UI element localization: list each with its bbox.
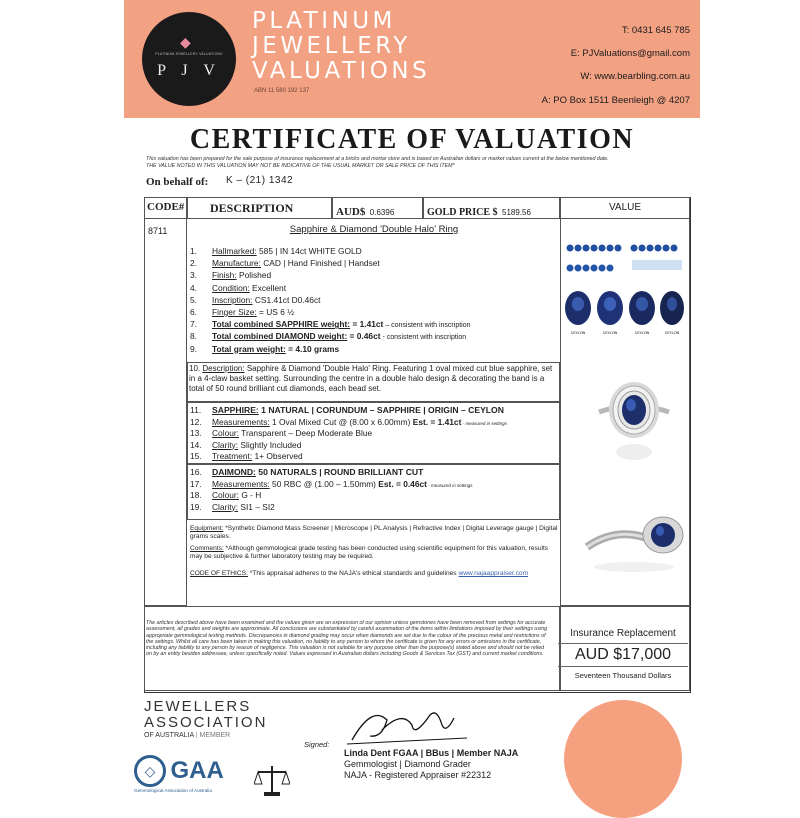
description-label: Description: [202, 364, 245, 373]
diamond-line-estimate: Est. = 0.46ct [375, 479, 427, 489]
comments-label: Comments: [190, 545, 224, 552]
spec-line-num: 8. [190, 331, 197, 342]
sapphire-line-label: Measurements: [212, 417, 270, 427]
jaa-line-3: OF AUSTRALIA [144, 732, 194, 739]
aud-value: 0.6396 [369, 208, 395, 217]
gold-value: 5189.56 [502, 208, 531, 217]
gemstone-chart-image [564, 240, 688, 350]
spec-line [190, 307, 294, 317]
brand-line-3: VALUATIONS [252, 58, 431, 84]
spec-line-value: 585 | IN 14ct WHITE GOLD [256, 246, 362, 256]
spec-line-value: CS1.41ct D0.46ct [252, 294, 321, 305]
website: W: www.bearbling.com.au [580, 71, 690, 82]
diamond-line-note: - measured in settings [426, 483, 473, 488]
aud-label: AUD$ [336, 206, 366, 218]
description-text: Sapphire & Diamond 'Double Halo' Ring. Featuring 1 oval mixed cut blue sapphire, set in a 4-claw basket setting. Surrounding the centre in a double halo design & decorating the band is a total of 50 round brilliant cut diamonds, each bead set. [189, 364, 553, 393]
insurance-label: Insurance Replacement [570, 628, 676, 639]
gold-price [423, 197, 560, 219]
gem-label-2: CEYLON [602, 331, 618, 335]
spec-line [190, 319, 471, 331]
sapphire-line-num: 12. [190, 417, 202, 427]
naja-link[interactable]: www.najaappraiser.com [458, 570, 529, 577]
sapphire-line-value: 1+ Observed [252, 450, 303, 461]
ethics-note [190, 570, 558, 578]
spec-line-num: 3. [190, 270, 197, 281]
diamond-line-label: Measurements: [212, 479, 270, 489]
brand-line-2: JEWELLERY [252, 33, 411, 59]
sapphire-line-label: Clarity: [212, 439, 239, 450]
jaa-line-4: MEMBER [199, 732, 231, 739]
spec-line-label: Total combined SAPPHIRE weight: [212, 319, 351, 330]
letterhead [124, 0, 700, 118]
spec-line [190, 344, 339, 354]
spec-line-num: 1. [190, 246, 197, 256]
sapphire-line-label: Treatment: [212, 450, 253, 461]
diamond-line-value: 50 RBC @ (1.00 – 1.50mm) [269, 479, 376, 489]
scales-icon [254, 762, 290, 798]
insurance-words: Seventeen Thousand Dollars [574, 671, 672, 680]
spec-line-num: 6. [190, 307, 197, 317]
spec-line-value: = 4.10 grams [285, 343, 340, 354]
spec-line-num: 5. [190, 294, 197, 305]
diamond-text: 50 NATURALS | ROUND BRILLIANT CUT [255, 467, 424, 477]
aud-rate [332, 197, 423, 219]
certificate-page [124, 0, 700, 800]
diamond-line-num: 19. [190, 501, 202, 512]
spec-line-value: Polished [236, 270, 272, 281]
behalf-value: K – (21) 1342 [226, 175, 294, 186]
description-para [189, 364, 557, 394]
diamond-line-label: Clarity: [212, 501, 239, 512]
spec-line-value: = 1.41ct [350, 319, 384, 330]
jaa-line-1: JEWELLERS [144, 698, 252, 715]
item-title: Sapphire & Diamond 'Double Halo' Ring [289, 224, 459, 235]
company-seal [564, 700, 682, 818]
spec-line [190, 246, 362, 256]
spec-line [190, 331, 466, 343]
diamond-line-label: Colour: [212, 490, 239, 501]
ethics-label: CODE OF ETHICS: [190, 570, 248, 577]
spec-line-label: Finish: [212, 270, 237, 281]
diamond-line-value: SI1 – SI2 [238, 501, 275, 512]
sapphire-line-value: Transparent – Deep Moderate Blue [239, 428, 373, 439]
description-num: 10. [189, 364, 201, 373]
gem-logo-icon: ◆ [180, 34, 191, 50]
gem-label-4: CEYLON [664, 331, 680, 335]
gem-label-3: CEYLON [634, 331, 650, 335]
description-header: DESCRIPTION [187, 197, 332, 219]
comments-note [190, 545, 558, 562]
spec-line-label: Hallmarked: [212, 246, 257, 256]
phone: T: 0431 645 785 [621, 25, 690, 36]
signer-block [344, 748, 518, 781]
spec-line-num: 9. [190, 343, 197, 354]
spec-line-label: Total gram weight: [212, 343, 286, 354]
ring-side-view-image [579, 505, 689, 575]
sapphire-line-estimate: Est. = 1.41ct [410, 417, 462, 427]
certificate-title: CERTIFICATE OF VALUATION [189, 124, 635, 155]
disclaimer-line-1: This valuation has been prepared for the sale purpose of insurance replacement at a bricks and mortar store and is based on Australian dollars or market values current at the below mentioned date. [146, 156, 609, 162]
sapphire-line-num: 13. [190, 428, 202, 439]
sapphire-line-num: 15. [190, 450, 202, 461]
signer-naja: NAJA - Registered Appraiser #22312 [344, 770, 492, 780]
abn: ABN 11 580 192 137 [254, 88, 310, 94]
code-column [144, 219, 187, 606]
sapphire-line [190, 417, 507, 429]
sapphire-line [190, 451, 303, 461]
disclaimer [146, 156, 686, 169]
diamond-line [190, 479, 472, 491]
insurance-value [558, 628, 688, 690]
sapphire-num: 11. [190, 405, 202, 415]
diamond-line-num: 17. [190, 479, 202, 489]
sapphire-label: SAPPHIRE: [212, 405, 259, 415]
comments-text: *Although gemmological grade testing has been conducted using scientific equipment for this valuation, results may be subjective & further laboratory testing may be required. [190, 545, 549, 561]
signature-image [342, 700, 472, 750]
sapphire-line-value: Slightly Included [238, 439, 302, 450]
spec-line-num: 2. [190, 258, 197, 269]
ring-top-view-image [594, 370, 674, 465]
sapphire-line-num: 14. [190, 439, 202, 450]
spec-line-label: Condition: [212, 282, 250, 293]
disclaimer-line-2: THE VALUE NOTED IN THIS VALUATION MAY NOT BE INDICATIVE OF THE USUAL MARKET OR SALE PRICE OF THIS ITEM* [146, 162, 455, 169]
equipment-label: Equipment: [190, 525, 224, 532]
email: E: PJValuations@gmail.com [570, 48, 690, 59]
spec-line-num: 7. [190, 319, 197, 330]
jaa-line-2: ASSOCIATION [144, 714, 268, 731]
spec-line [190, 295, 320, 305]
spec-line-note: – consistent with inscription [383, 322, 471, 330]
insurance-amount: AUD $17,000 [558, 643, 688, 667]
spec-line-value: CAD | Hand Finished | Handset [260, 258, 380, 269]
sapphire-text: 1 NATURAL | CORUNDUM – SAPPHIRE | ORIGIN – CEYLON [258, 405, 504, 415]
diamond-icon: ◇ [134, 755, 166, 787]
spec-line-label: Total combined DIAMOND weight: [212, 331, 348, 342]
equipment-note [190, 525, 558, 542]
diamond-line [190, 490, 261, 500]
sapphire-line [190, 440, 301, 450]
ethics-text: *This appraisal adheres to the NAJA's ethical standards and guidelines [247, 570, 459, 577]
item-code: 8711 [148, 226, 168, 236]
gaa-logo [134, 755, 224, 793]
gold-label: GOLD PRICE $ [427, 207, 498, 218]
spec-line [190, 270, 271, 280]
gaa-subtitle: Gemmological Association of Australia [134, 788, 212, 793]
sapphire-line [190, 428, 372, 438]
diamond-header [190, 467, 423, 477]
signed-label: Signed: [304, 740, 330, 749]
signer-title: Gemmologist | Diamond Grader [344, 759, 471, 769]
spec-line-label: Finger Size: [212, 307, 257, 317]
spec-line-num: 4. [190, 282, 197, 293]
logo-initials: P J V [157, 62, 221, 79]
signer-name: Linda Dent FGAA | BBus | Member NAJA [344, 748, 519, 758]
value-header: VALUE [560, 197, 690, 219]
pjv-logo [142, 12, 236, 106]
equipment-text: *Synthetic Diamond Mass Screener | Microscope | PL Analysis | Refractive Index | Digital Leverage gauge | Digital grams scales. [190, 525, 558, 541]
diamond-line [190, 502, 275, 512]
spec-line-label: Manufacture: [212, 258, 261, 269]
gem-chart-top [567, 245, 683, 272]
code-header: CODE# [144, 197, 187, 219]
spec-line-value: = US 6 ½ [256, 307, 295, 317]
jaa-logo: JEWELLERS ASSOCIATION OF AUSTRALIA | MEMBER [144, 698, 268, 739]
brand-line-1: PLATINUM [252, 8, 396, 34]
footnote: The articles described above have been examined and the values given are an expression of our opinion unless gemstones have been removed from settings for accurate assessment, all grades and weights are approximate. All conclusions are substantiated by careful examination of the items within limitations imposed by their settings using appropriate gemmological testing methods. Discrepancies in diamond grading may occur when diamonds are set due to the colour of the precious metal and restrictions of the settings. Whilst all care has been taken in making this valuation, no liability to any person to whom the certificate is given for any errors or omissions in the certificate, including any liability to any person by reason of negligence. This valuation is not suitable for any purpose other than the purpose(s) stated above and should not be relied on by an entity besides addressee, unless specifically noted. Values expressed in Australian dollars including Goods & Services Tax (GST) and current market conditions. [146, 620, 548, 658]
sapphire-line-value: 1 Oval Mixed Cut @ (8.00 x 6.00mm) [269, 417, 411, 427]
diamond-line-value: G - H [239, 490, 262, 501]
sapphire-header [190, 405, 504, 415]
sapphire-line-note: - measured in settings [461, 421, 507, 426]
gaa-text: GAA [170, 757, 224, 784]
sapphire-samples [565, 291, 684, 325]
logo-small-text: PLATINUM JEWELLERY VALUATIONS [155, 52, 223, 56]
spec-line-value: = 0.46ct [347, 331, 381, 342]
sapphire-line-label: Colour: [212, 428, 239, 439]
spec-line [190, 283, 286, 293]
diamond-line-num: 18. [190, 490, 202, 501]
diamond-label: DAIMOND: [212, 467, 256, 477]
address: A: PO Box 1511 Beenleigh @ 4207 [541, 95, 690, 106]
behalf-label: On behalf of: [146, 176, 209, 188]
gem-label-1: CEYLON [570, 331, 586, 335]
spec-line-value: Excellent [249, 282, 287, 293]
spec-line-label: Inscription: [212, 294, 253, 305]
diamond-num: 16. [190, 467, 202, 477]
spec-line [190, 258, 380, 268]
spec-line-note: - consistent with inscription [380, 334, 467, 342]
